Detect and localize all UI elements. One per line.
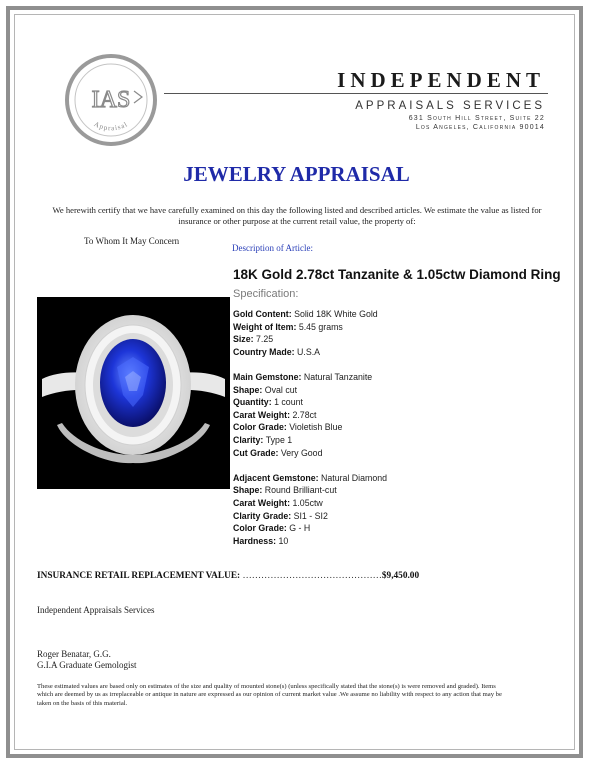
spec-row — [233, 510, 387, 523]
spec-colon: : — [288, 510, 294, 521]
spec-label: Clarity — [233, 434, 261, 445]
spec-row — [233, 472, 387, 485]
recipient: To Whom It May Concern — [84, 236, 180, 246]
spec-colon: : — [283, 422, 290, 433]
logo-text: IAS — [91, 87, 131, 113]
spec-value: Very Good — [280, 447, 323, 458]
spec-colon: : — [260, 434, 266, 445]
spec-row — [233, 384, 387, 397]
spec-row — [233, 535, 387, 548]
spec-row — [233, 497, 387, 510]
article-title: 18K Gold 2.78ct Tanzanite & 1.05ctw Diamond Ring — [233, 267, 561, 282]
spec-colon: : — [287, 409, 293, 420]
spec-colon: : — [283, 523, 290, 534]
spec-value: 1 count — [274, 397, 303, 408]
spec-colon: : — [268, 397, 275, 408]
spec-value: Natural Tanzanite — [303, 371, 373, 382]
spec-colon: : — [293, 321, 299, 332]
spec-row — [233, 371, 387, 384]
spec-row — [233, 333, 387, 346]
spec-label: Main Gemstone — [233, 371, 299, 382]
spec-value: Type 1 — [265, 434, 293, 445]
spec-group — [233, 308, 387, 358]
spec-colon: : — [291, 346, 298, 357]
spec-colon: : — [273, 535, 279, 546]
spec-colon: : — [287, 497, 293, 508]
specification-label: Specification: — [233, 288, 299, 300]
spec-value: 1.05ctw — [292, 497, 323, 508]
company-address-line1: 631 South Hill Street, Suite 22 — [408, 115, 545, 122]
spec-row — [233, 308, 387, 321]
signer-title: G.I.A Graduate Gemologist — [37, 660, 137, 670]
logo-ring-text: Appraisal — [92, 120, 130, 133]
spec-row — [233, 409, 387, 422]
spec-label: Carat Weight — [233, 409, 288, 420]
company-name: INDEPENDENT — [337, 68, 545, 92]
company-header — [305, 68, 545, 132]
spec-label: Hardness — [233, 535, 274, 546]
spec-row — [233, 396, 387, 409]
disclaimer: These estimated values are based only on estimates of the size and quality of mounted stone(s) (unless specifically stated that the stone(s) is were removed and graded). Items which are deemed by us as irreplaceable or antique in nature are expressed as our opinion of current market value .We assume no liability with respect to any action that may be taken on the basis of this material. — [37, 683, 502, 707]
spec-label: Gold Content — [233, 309, 289, 319]
spec-label: Adjacent Gemstone — [233, 472, 316, 483]
value-amount: $9,450.00 — [381, 571, 420, 581]
spec-value: 5.45 grams — [298, 321, 343, 332]
company-subtitle: APPRAISALS SERVICES — [355, 100, 545, 112]
company-signoff: Independent Appraisals Services — [37, 605, 155, 615]
spec-value: U.S.A — [297, 346, 321, 357]
spec-label: Weight of Item — [233, 321, 294, 332]
spec-colon: : — [298, 371, 304, 382]
ring-photo — [37, 297, 230, 489]
spec-value: Natural Diamond — [321, 472, 388, 483]
spec-row — [233, 346, 387, 359]
spec-value: G - H — [289, 523, 311, 534]
spec-colon: : — [250, 334, 256, 345]
value-leader-dots: ……………………………………… — [242, 571, 382, 581]
spec-label: Size — [233, 334, 251, 345]
spec-label: Color Grade — [233, 422, 284, 433]
spec-row — [233, 522, 387, 535]
spec-colon: : — [275, 447, 281, 458]
spec-label: Shape — [233, 384, 260, 395]
spec-label: Carat Weight — [233, 497, 288, 508]
spec-label: Cut Grade — [233, 447, 276, 458]
replacement-value — [37, 571, 419, 581]
spec-label: Shape — [233, 485, 260, 496]
spec-colon: : — [288, 309, 295, 319]
spec-row — [233, 434, 387, 447]
value-label: INSURANCE RETAIL REPLACEMENT VALUE: — [37, 571, 241, 581]
signer-block — [37, 649, 136, 671]
spec-colon: : — [315, 472, 321, 483]
spec-label: Clarity Grade — [233, 510, 289, 521]
spec-value: Oval cut — [264, 384, 298, 395]
spec-value: 2.78ct — [292, 409, 317, 420]
spec-label: Quantity — [233, 397, 269, 408]
ias-logo — [64, 53, 158, 147]
spec-value: Round Brilliant-cut — [264, 485, 337, 496]
spec-group — [233, 371, 387, 459]
spec-row — [233, 321, 387, 334]
spec-group — [233, 472, 387, 548]
spec-colon: : — [259, 485, 265, 496]
spec-label: Country Made — [233, 346, 292, 357]
spec-value: SI1 - SI2 — [293, 510, 328, 521]
spec-value: 10 — [278, 535, 289, 546]
spec-row — [233, 484, 387, 497]
spec-label: Color Grade — [233, 523, 284, 534]
certify-text: We herewith certify that we have carefully examined on this day the following listed and described articles. We estimate the value as listed for insurance or other purpose at the current retail value, the property of: — [52, 205, 542, 226]
signer-name: Roger Benatar, G.G. — [37, 649, 111, 659]
description-label: Description of Article: — [232, 243, 313, 253]
specifications — [233, 308, 387, 560]
company-address-line2: Los Angeles, California 90014 — [415, 124, 545, 131]
spec-row — [233, 421, 387, 434]
spec-value: Violetish Blue — [289, 422, 343, 433]
spec-colon: : — [259, 384, 265, 395]
spec-value: Solid 18K White Gold — [294, 309, 378, 319]
spec-row — [233, 447, 387, 460]
spec-value: 7.25 — [255, 334, 274, 345]
page-title: JEWELRY APPRAISAL — [183, 162, 410, 186]
